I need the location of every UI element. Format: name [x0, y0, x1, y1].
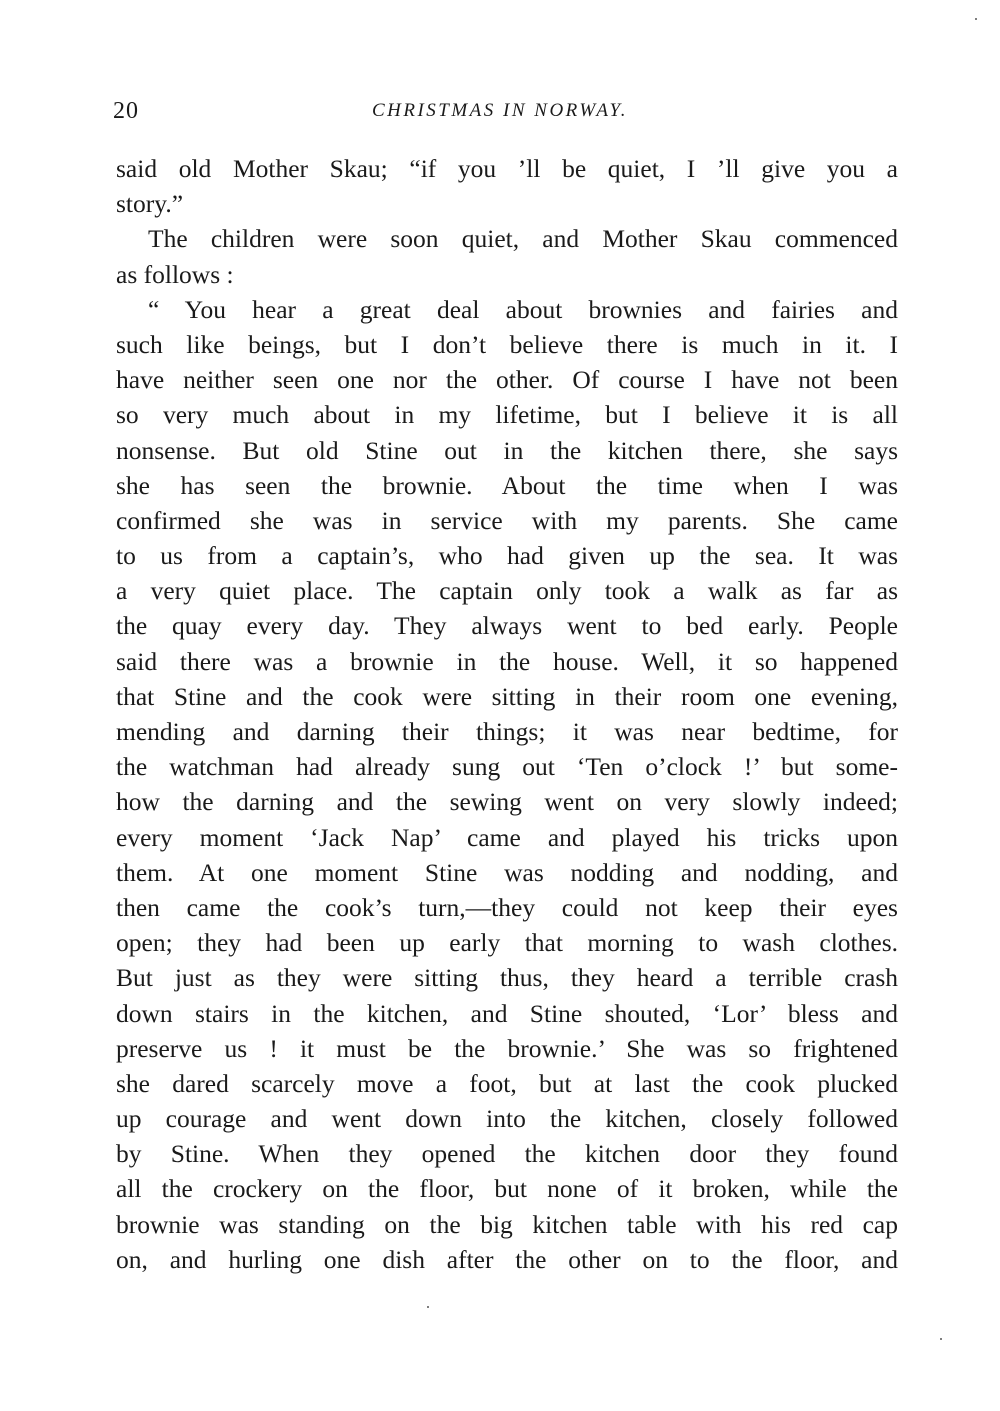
text-line: said there was a brownie in the house. Well, it so happened — [116, 646, 898, 676]
text-line: preserve us ! it must be the brownie.’ She was so frightened — [116, 1033, 898, 1063]
scan-speck — [940, 1338, 942, 1340]
text-line: by Stine. When they opened the kitchen door they found — [116, 1139, 898, 1169]
text-line: as follows : — [116, 259, 234, 289]
text-line: have neither seen one nor the other. Of course I have not been — [116, 365, 898, 395]
text-line: the watchman had already sung out ‘Ten o’clock !’ but some- — [116, 752, 898, 782]
text-line: said old Mother Skau; “if you ’ll be quiet, I ’ll give you a — [116, 154, 898, 183]
text-line: story.” — [116, 189, 184, 219]
scan-speck — [975, 18, 977, 20]
running-title: CHRISTMAS IN NORWAY. — [371, 100, 629, 121]
text-line: such like beings, but I don’t believe there is much in it. I — [116, 329, 898, 359]
text-line: she has seen the brownie. About the time when I was — [116, 470, 898, 500]
text-line: confirmed she was in service with my parents. She came — [116, 505, 898, 535]
text-line: she dared scarcely move a foot, but at last the cook plucked — [116, 1068, 898, 1098]
text-line: down stairs in the kitchen, and Stine shouted, ‘Lor’ bless and — [116, 998, 898, 1028]
text-line: the quay every day. They always went to bed early. People — [116, 611, 898, 641]
text-line: then came the cook’s turn,—they could not keep their eyes — [116, 892, 898, 922]
text-line: But just as they were sitting thus, they heard a terrible crash — [116, 963, 898, 993]
text-line: all the crockery on the floor, but none of it broken, while the — [116, 1174, 898, 1204]
text-line: up courage and went down into the kitchen, closely followed — [116, 1104, 898, 1134]
text-line: that Stine and the cook were sitting in their room one evening, — [116, 681, 898, 711]
text-line: The children were soon quiet, and Mother Skau commenced — [148, 224, 898, 254]
text-line: brownie was standing on the big kitchen table with his red cap — [116, 1209, 898, 1239]
text-line: open; they had been up early that morning to wash clothes. — [116, 928, 898, 958]
text-line: to us from a captain’s, who had given up the sea. It was — [116, 541, 898, 571]
text-line: nonsense. But old Stine out in the kitchen there, she says — [116, 435, 898, 465]
text-line: how the darning and the sewing went on very slowly indeed; — [116, 787, 898, 817]
text-line: a very quiet place. The captain only took a walk as far as — [116, 576, 898, 606]
page-number: 20 — [113, 98, 139, 124]
page-body — [116, 151, 898, 1277]
text-line: them. At one moment Stine was nodding and nodding, and — [116, 857, 898, 887]
text-line: so very much about in my lifetime, but I believe it is all — [116, 400, 898, 430]
text-line: on, and hurling one dish after the other on to the floor, and — [116, 1244, 898, 1274]
text-line: “ You hear a great deal about brownies and fairies and — [148, 294, 898, 324]
text-line: every moment ‘Jack Nap’ came and played his tricks upon — [116, 822, 898, 852]
scan-speck — [427, 1306, 429, 1308]
text-line: mending and darning their things; it was near bedtime, for — [116, 717, 898, 746]
